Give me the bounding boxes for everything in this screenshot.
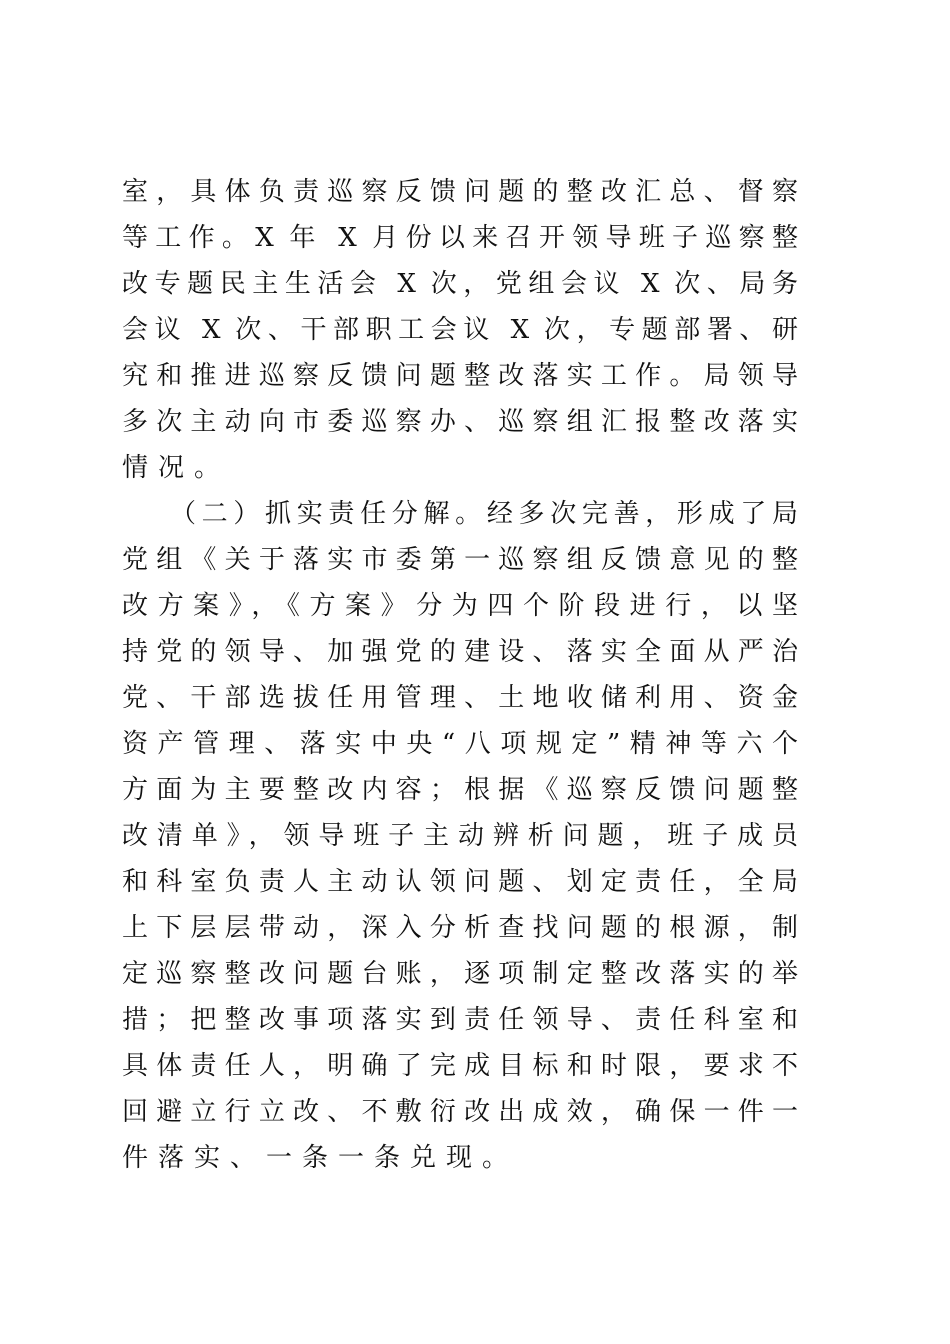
- paragraph-line: 定巡察整改问题台账，逐项制定整改落实的举: [122, 959, 798, 989]
- paragraph-line: 措；把整改事项落实到责任领导、责任科室和: [122, 1005, 798, 1035]
- paragraph-line: 回避立行立改、不敷衍改出成效，确保一件一: [122, 1097, 798, 1127]
- paragraph-line: 改专题民主生活会 X 次，党组会议 X 次、局务: [122, 269, 798, 299]
- paragraph-line: 具体责任人，明确了完成目标和时限，要求不: [122, 1051, 798, 1081]
- paragraph-line: 方面为主要整改内容；根据《巡察反馈问题整: [122, 775, 798, 805]
- paragraph-line: 室，具体负责巡察反馈问题的整改汇总、督察: [122, 177, 798, 207]
- paragraph-line: 改清单》，领导班子主动辨析问题，班子成员: [122, 821, 798, 851]
- paragraph-line: 上下层层带动，深入分析查找问题的根源，制: [122, 913, 798, 943]
- paragraph-line: 改方案》，《方案》分为四个阶段进行，以坚: [122, 591, 798, 621]
- paragraph-line: 和科室负责人主动认领问题、划定责任，全局: [122, 867, 798, 897]
- paragraph-line: 究和推进巡察反馈问题整改落实工作。局领导: [122, 361, 798, 391]
- section-heading-line: （二）抓实责任分解。经多次完善，形成了局: [170, 499, 798, 529]
- paragraph-line: 等工作。X 年 X 月份以来召开领导班子巡察整: [122, 223, 798, 253]
- paragraph-line: 会议 X 次、干部职工会议 X 次，专题部署、研: [122, 315, 798, 345]
- paragraph-line: 件落实、一条一条兑现。: [122, 1143, 519, 1173]
- paragraph-line: 情况。: [122, 453, 231, 483]
- paragraph-line: 持党的领导、加强党的建设、落实全面从严治: [122, 637, 798, 667]
- paragraph-line: 党组《关于落实市委第一巡察组反馈意见的整: [122, 545, 798, 575]
- paragraph-line: 资产管理、落实中央“八项规定”精神等六个: [122, 729, 798, 759]
- paragraph-line: 党、干部选拔任用管理、土地收储利用、资金: [122, 683, 798, 713]
- paragraph-line: 多次主动向市委巡察办、巡察组汇报整改落实: [122, 407, 798, 437]
